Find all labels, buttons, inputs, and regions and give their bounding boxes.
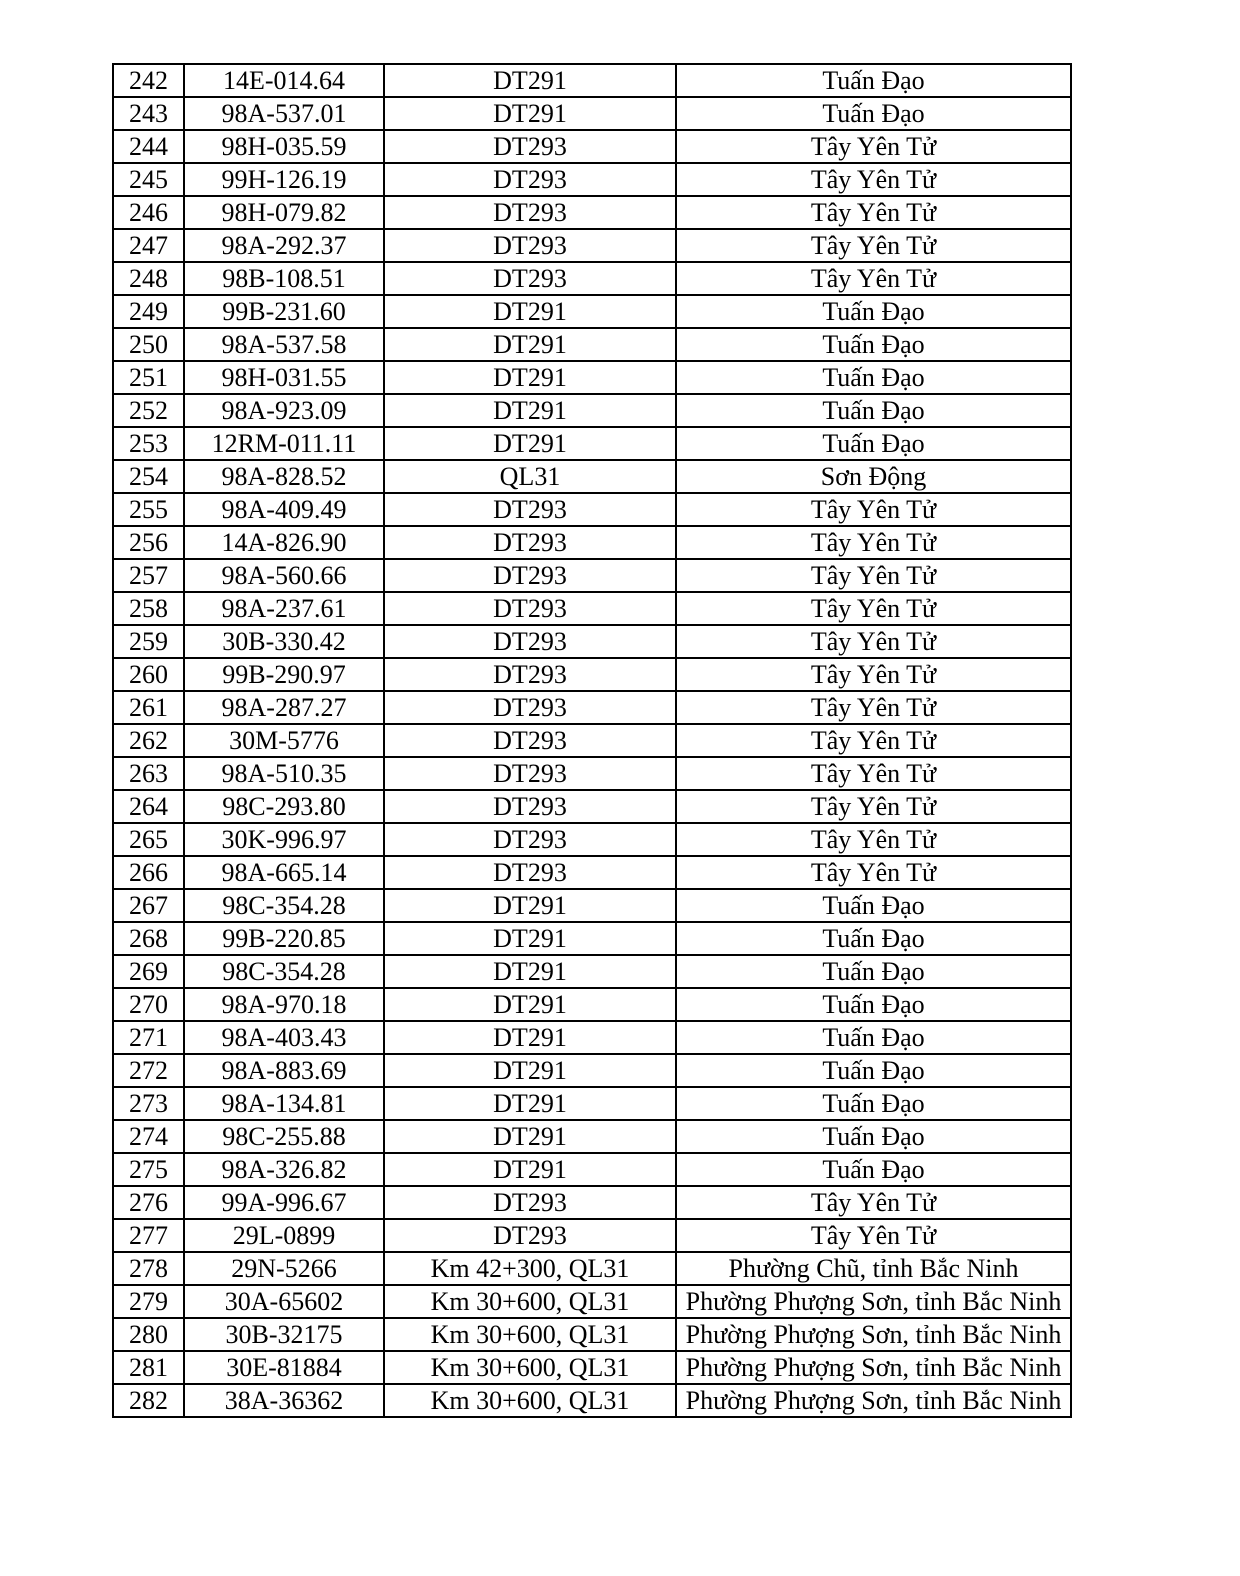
area-cell: Tây Yên Tử	[676, 130, 1071, 163]
area-cell: Tuấn Đạo	[676, 295, 1071, 328]
license-plate-cell: 98A-970.18	[184, 988, 384, 1021]
table-row	[113, 1021, 1071, 1054]
license-plate-cell: 98A-403.43	[184, 1021, 384, 1054]
row-number-cell: 279	[113, 1285, 184, 1318]
table-row	[113, 460, 1071, 493]
table-row	[113, 658, 1071, 691]
area-cell: Tuấn Đạo	[676, 394, 1071, 427]
area-cell: Tuấn Đạo	[676, 1054, 1071, 1087]
area-cell: Phường Phượng Sơn, tỉnh Bắc Ninh	[676, 1285, 1071, 1318]
area-cell: Sơn Động	[676, 460, 1071, 493]
table-row	[113, 625, 1071, 658]
license-plate-cell: 98A-134.81	[184, 1087, 384, 1120]
row-number-cell: 265	[113, 823, 184, 856]
row-number-cell: 251	[113, 361, 184, 394]
area-cell: Tuấn Đạo	[676, 427, 1071, 460]
table-row	[113, 394, 1071, 427]
area-cell: Phường Phượng Sơn, tỉnh Bắc Ninh	[676, 1318, 1071, 1351]
license-plate-cell: 30A-65602	[184, 1285, 384, 1318]
table-row	[113, 1285, 1071, 1318]
area-cell: Tuấn Đạo	[676, 1087, 1071, 1120]
license-plate-cell: 99B-231.60	[184, 295, 384, 328]
license-plate-cell: 29L-0899	[184, 1219, 384, 1252]
area-cell: Tây Yên Tử	[676, 229, 1071, 262]
row-number-cell: 260	[113, 658, 184, 691]
row-number-cell: 266	[113, 856, 184, 889]
row-number-cell: 271	[113, 1021, 184, 1054]
area-cell: Tây Yên Tử	[676, 691, 1071, 724]
table-row	[113, 790, 1071, 823]
license-plate-cell: 14E-014.64	[184, 64, 384, 97]
row-number-cell: 275	[113, 1153, 184, 1186]
license-plate-cell: 98A-409.49	[184, 493, 384, 526]
license-plate-cell: 98A-237.61	[184, 592, 384, 625]
table-row	[113, 1318, 1071, 1351]
road-location-cell: QL31	[384, 460, 676, 493]
row-number-cell: 273	[113, 1087, 184, 1120]
table-row	[113, 361, 1071, 394]
area-cell: Tây Yên Tử	[676, 790, 1071, 823]
license-plate-cell: 38A-36362	[184, 1384, 384, 1417]
license-plate-cell: 98A-665.14	[184, 856, 384, 889]
row-number-cell: 262	[113, 724, 184, 757]
area-cell: Tây Yên Tử	[676, 592, 1071, 625]
table-row	[113, 1384, 1071, 1417]
row-number-cell: 244	[113, 130, 184, 163]
area-cell: Tuấn Đạo	[676, 1153, 1071, 1186]
road-location-cell: Km 30+600, QL31	[384, 1318, 676, 1351]
row-number-cell: 263	[113, 757, 184, 790]
vehicle-table	[112, 63, 1072, 1418]
license-plate-cell: 98A-287.27	[184, 691, 384, 724]
table-row	[113, 988, 1071, 1021]
table-row	[113, 856, 1071, 889]
license-plate-cell: 98C-354.28	[184, 889, 384, 922]
row-number-cell: 256	[113, 526, 184, 559]
area-cell: Tây Yên Tử	[676, 1219, 1071, 1252]
row-number-cell: 282	[113, 1384, 184, 1417]
vehicle-table-body	[113, 64, 1071, 1417]
area-cell: Phường Chũ, tỉnh Bắc Ninh	[676, 1252, 1071, 1285]
license-plate-cell: 98A-292.37	[184, 229, 384, 262]
license-plate-cell: 98H-031.55	[184, 361, 384, 394]
row-number-cell: 281	[113, 1351, 184, 1384]
road-location-cell: DT293	[384, 691, 676, 724]
license-plate-cell: 98C-354.28	[184, 955, 384, 988]
license-plate-cell: 98H-035.59	[184, 130, 384, 163]
license-plate-cell: 98A-923.09	[184, 394, 384, 427]
license-plate-cell: 98H-079.82	[184, 196, 384, 229]
road-location-cell: DT291	[384, 889, 676, 922]
row-number-cell: 249	[113, 295, 184, 328]
row-number-cell: 270	[113, 988, 184, 1021]
area-cell: Tây Yên Tử	[676, 493, 1071, 526]
road-location-cell: DT293	[384, 823, 676, 856]
row-number-cell: 248	[113, 262, 184, 295]
road-location-cell: DT293	[384, 790, 676, 823]
road-location-cell: DT291	[384, 955, 676, 988]
table-row	[113, 1186, 1071, 1219]
road-location-cell: DT293	[384, 592, 676, 625]
license-plate-cell: 99H-126.19	[184, 163, 384, 196]
license-plate-cell: 29N-5266	[184, 1252, 384, 1285]
row-number-cell: 255	[113, 493, 184, 526]
road-location-cell: DT293	[384, 856, 676, 889]
table-row	[113, 328, 1071, 361]
table-row	[113, 1351, 1071, 1384]
row-number-cell: 267	[113, 889, 184, 922]
table-row	[113, 493, 1071, 526]
license-plate-cell: 30E-81884	[184, 1351, 384, 1384]
area-cell: Tuấn Đạo	[676, 1021, 1071, 1054]
road-location-cell: DT291	[384, 427, 676, 460]
road-location-cell: DT291	[384, 361, 676, 394]
area-cell: Tuấn Đạo	[676, 922, 1071, 955]
road-location-cell: DT291	[384, 1087, 676, 1120]
row-number-cell: 243	[113, 97, 184, 130]
area-cell: Tây Yên Tử	[676, 823, 1071, 856]
area-cell: Tuấn Đạo	[676, 64, 1071, 97]
area-cell: Tây Yên Tử	[676, 262, 1071, 295]
license-plate-cell: 98C-293.80	[184, 790, 384, 823]
road-location-cell: DT293	[384, 757, 676, 790]
table-row	[113, 196, 1071, 229]
road-location-cell: DT291	[384, 1054, 676, 1087]
license-plate-cell: 30B-330.42	[184, 625, 384, 658]
license-plate-cell: 98A-537.01	[184, 97, 384, 130]
area-cell: Tây Yên Tử	[676, 625, 1071, 658]
road-location-cell: DT291	[384, 1153, 676, 1186]
table-row	[113, 1087, 1071, 1120]
table-row	[113, 691, 1071, 724]
area-cell: Tây Yên Tử	[676, 724, 1071, 757]
road-location-cell: DT291	[384, 394, 676, 427]
road-location-cell: DT293	[384, 493, 676, 526]
area-cell: Phường Phượng Sơn, tỉnh Bắc Ninh	[676, 1351, 1071, 1384]
table-row	[113, 97, 1071, 130]
area-cell: Tuấn Đạo	[676, 97, 1071, 130]
area-cell: Phường Phượng Sơn, tỉnh Bắc Ninh	[676, 1384, 1071, 1417]
row-number-cell: 254	[113, 460, 184, 493]
area-cell: Tây Yên Tử	[676, 658, 1071, 691]
area-cell: Tây Yên Tử	[676, 1186, 1071, 1219]
license-plate-cell: 98A-326.82	[184, 1153, 384, 1186]
table-row	[113, 1252, 1071, 1285]
row-number-cell: 276	[113, 1186, 184, 1219]
table-row	[113, 163, 1071, 196]
license-plate-cell: 99A-996.67	[184, 1186, 384, 1219]
road-location-cell: DT291	[384, 64, 676, 97]
row-number-cell: 250	[113, 328, 184, 361]
table-row	[113, 955, 1071, 988]
table-row	[113, 526, 1071, 559]
table-row	[113, 922, 1071, 955]
table-row	[113, 757, 1071, 790]
road-location-cell: DT293	[384, 262, 676, 295]
road-location-cell: DT291	[384, 328, 676, 361]
license-plate-cell: 12RM-011.11	[184, 427, 384, 460]
area-cell: Tuấn Đạo	[676, 361, 1071, 394]
row-number-cell: 258	[113, 592, 184, 625]
license-plate-cell: 99B-220.85	[184, 922, 384, 955]
road-location-cell: DT293	[384, 625, 676, 658]
row-number-cell: 269	[113, 955, 184, 988]
table-row	[113, 724, 1071, 757]
road-location-cell: Km 30+600, QL31	[384, 1384, 676, 1417]
license-plate-cell: 98C-255.88	[184, 1120, 384, 1153]
area-cell: Tây Yên Tử	[676, 526, 1071, 559]
table-row	[113, 1120, 1071, 1153]
row-number-cell: 264	[113, 790, 184, 823]
table-row	[113, 1219, 1071, 1252]
table-row	[113, 262, 1071, 295]
row-number-cell: 278	[113, 1252, 184, 1285]
license-plate-cell: 30B-32175	[184, 1318, 384, 1351]
license-plate-cell: 99B-290.97	[184, 658, 384, 691]
license-plate-cell: 98A-510.35	[184, 757, 384, 790]
road-location-cell: DT291	[384, 97, 676, 130]
area-cell: Tây Yên Tử	[676, 856, 1071, 889]
area-cell: Tuấn Đạo	[676, 328, 1071, 361]
table-row	[113, 295, 1071, 328]
license-plate-cell: 98A-883.69	[184, 1054, 384, 1087]
road-location-cell: DT291	[384, 295, 676, 328]
row-number-cell: 247	[113, 229, 184, 262]
road-location-cell: DT291	[384, 1120, 676, 1153]
road-location-cell: DT293	[384, 130, 676, 163]
road-location-cell: DT293	[384, 559, 676, 592]
area-cell: Tuấn Đạo	[676, 955, 1071, 988]
area-cell: Tây Yên Tử	[676, 757, 1071, 790]
area-cell: Tuấn Đạo	[676, 889, 1071, 922]
table-row	[113, 229, 1071, 262]
table-row	[113, 64, 1071, 97]
road-location-cell: DT293	[384, 526, 676, 559]
table-row	[113, 1054, 1071, 1087]
road-location-cell: DT293	[384, 1219, 676, 1252]
row-number-cell: 280	[113, 1318, 184, 1351]
row-number-cell: 245	[113, 163, 184, 196]
license-plate-cell: 98A-560.66	[184, 559, 384, 592]
license-plate-cell: 98A-828.52	[184, 460, 384, 493]
row-number-cell: 274	[113, 1120, 184, 1153]
row-number-cell: 277	[113, 1219, 184, 1252]
license-plate-cell: 98A-537.58	[184, 328, 384, 361]
road-location-cell: DT291	[384, 922, 676, 955]
row-number-cell: 252	[113, 394, 184, 427]
row-number-cell: 257	[113, 559, 184, 592]
road-location-cell: Km 30+600, QL31	[384, 1351, 676, 1384]
table-row	[113, 823, 1071, 856]
area-cell: Tây Yên Tử	[676, 163, 1071, 196]
row-number-cell: 272	[113, 1054, 184, 1087]
table-row	[113, 559, 1071, 592]
road-location-cell: DT293	[384, 163, 676, 196]
area-cell: Tây Yên Tử	[676, 196, 1071, 229]
license-plate-cell: 98B-108.51	[184, 262, 384, 295]
table-row	[113, 130, 1071, 163]
license-plate-cell: 14A-826.90	[184, 526, 384, 559]
road-location-cell: Km 42+300, QL31	[384, 1252, 676, 1285]
road-location-cell: DT293	[384, 724, 676, 757]
area-cell: Tây Yên Tử	[676, 559, 1071, 592]
row-number-cell: 268	[113, 922, 184, 955]
row-number-cell: 246	[113, 196, 184, 229]
road-location-cell: DT293	[384, 658, 676, 691]
table-row	[113, 427, 1071, 460]
table-row	[113, 1153, 1071, 1186]
area-cell: Tuấn Đạo	[676, 1120, 1071, 1153]
road-location-cell: DT293	[384, 196, 676, 229]
row-number-cell: 242	[113, 64, 184, 97]
license-plate-cell: 30K-996.97	[184, 823, 384, 856]
area-cell: Tuấn Đạo	[676, 988, 1071, 1021]
row-number-cell: 261	[113, 691, 184, 724]
table-row	[113, 889, 1071, 922]
road-location-cell: DT291	[384, 1021, 676, 1054]
road-location-cell: DT293	[384, 1186, 676, 1219]
road-location-cell: Km 30+600, QL31	[384, 1285, 676, 1318]
row-number-cell: 259	[113, 625, 184, 658]
road-location-cell: DT291	[384, 988, 676, 1021]
license-plate-cell: 30M-5776	[184, 724, 384, 757]
road-location-cell: DT293	[384, 229, 676, 262]
table-row	[113, 592, 1071, 625]
row-number-cell: 253	[113, 427, 184, 460]
